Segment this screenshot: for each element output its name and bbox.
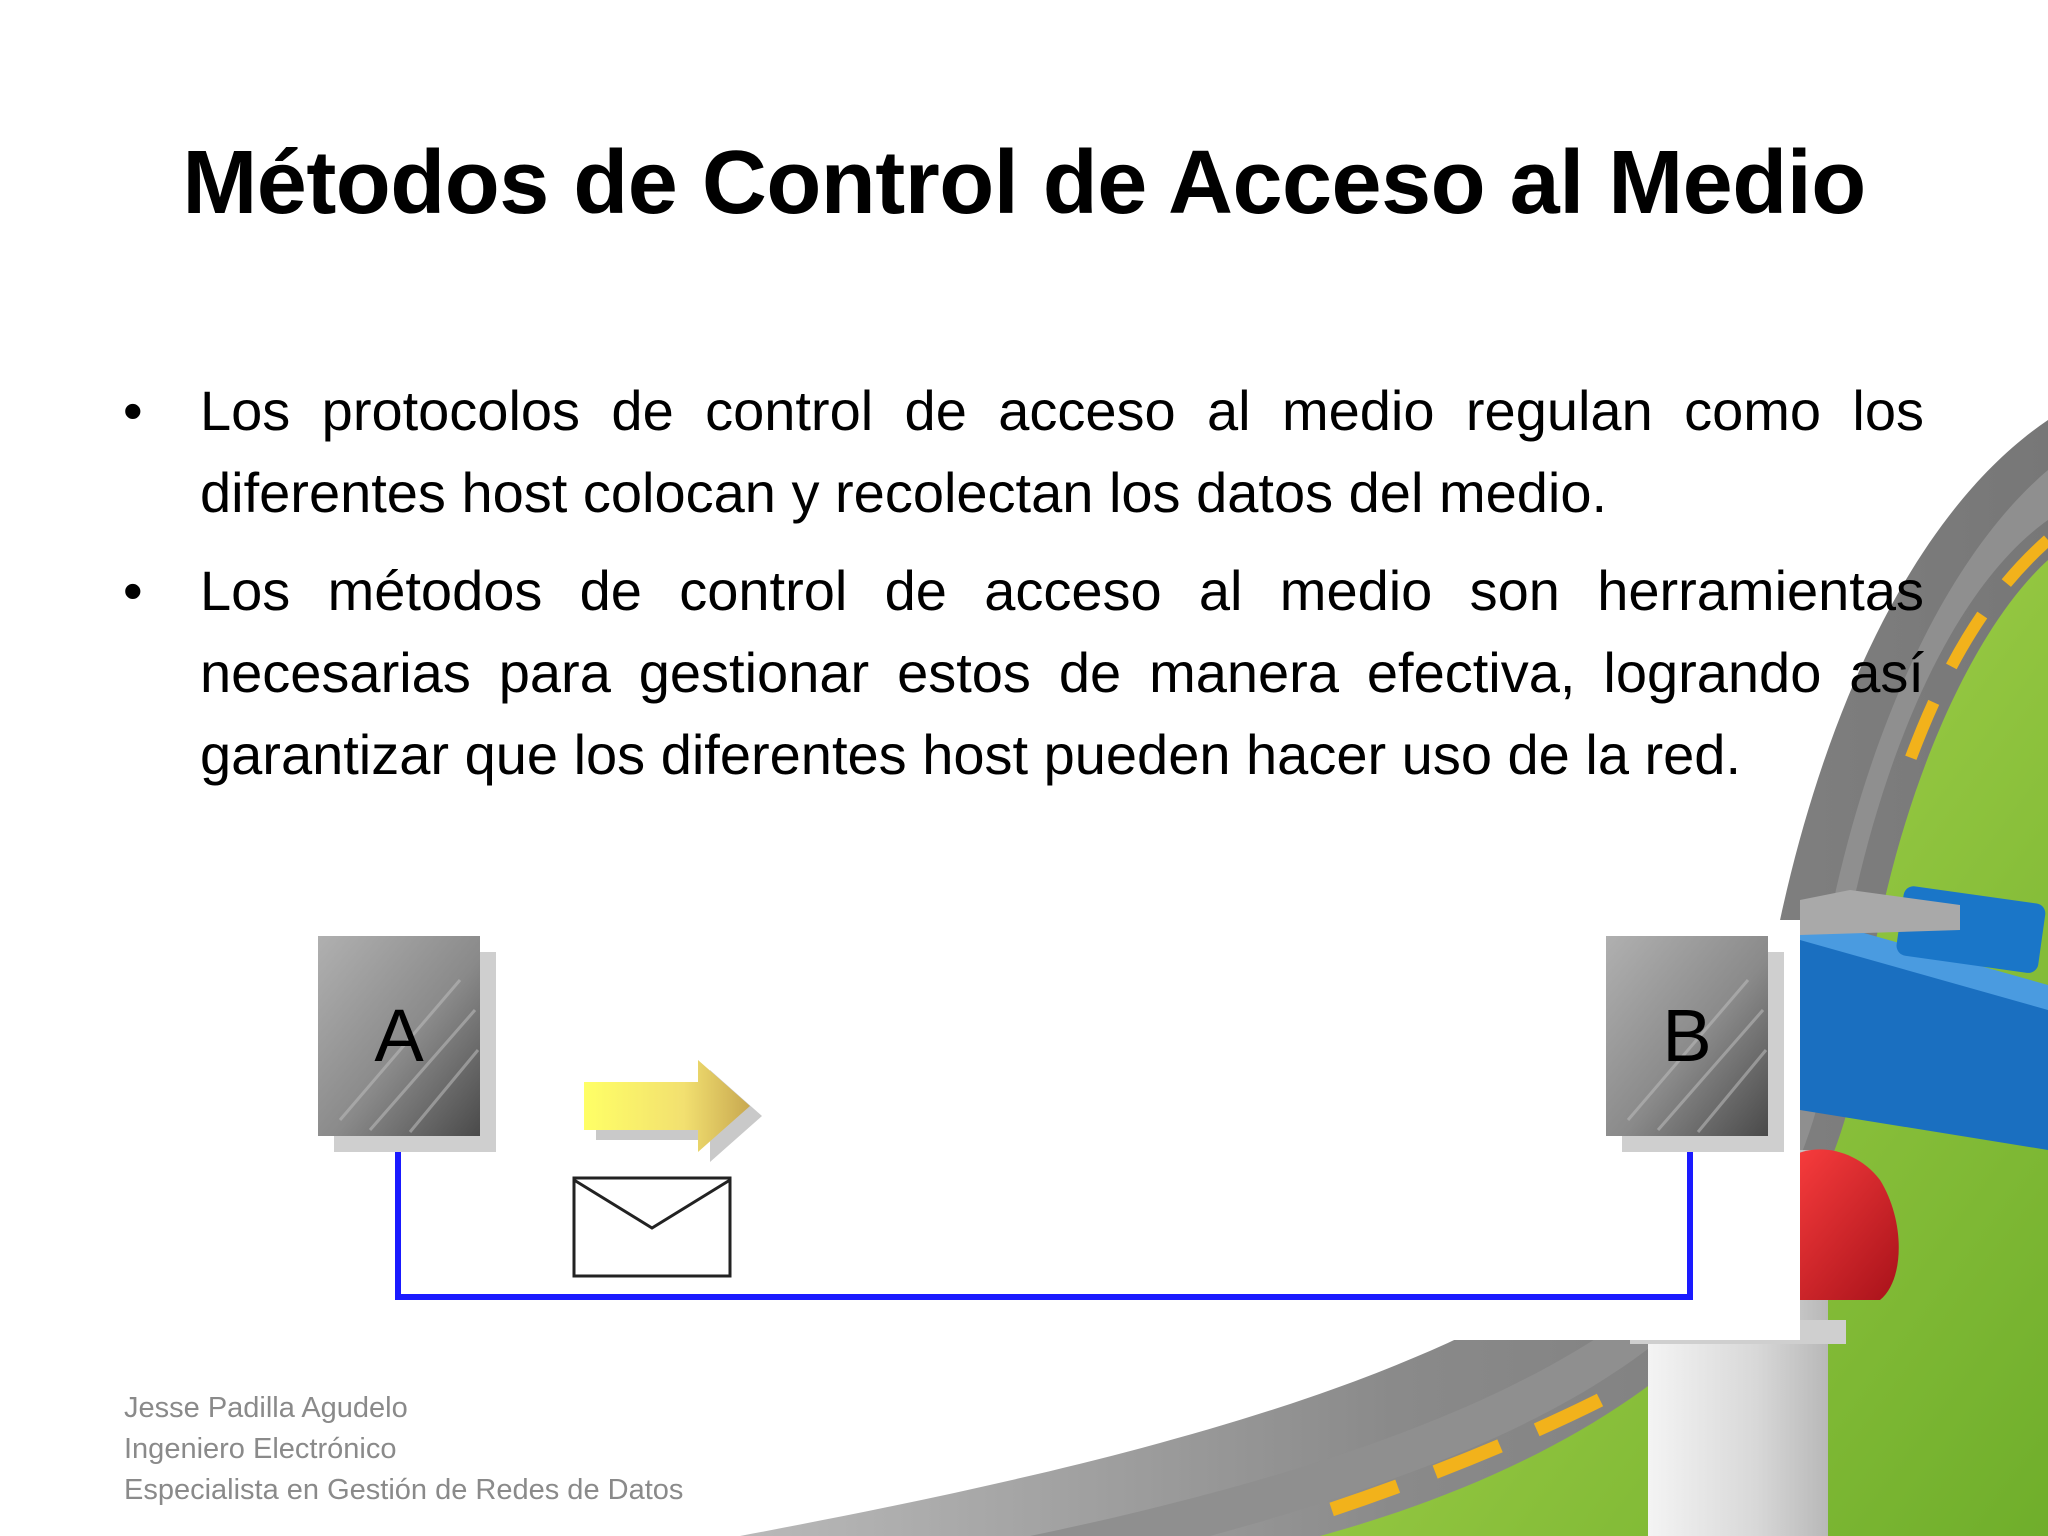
network-diagram bbox=[300, 920, 1800, 1340]
footer-author: Jesse Padilla Agudelo bbox=[124, 1392, 408, 1424]
bullet-item bbox=[120, 370, 1924, 534]
bullet-text: Los métodos de control de acceso al medio son herramientas necesarias para gestionar estos de manera efectiva, logrando así garantizar que los diferentes host pueden hacer uso de la red. bbox=[200, 559, 1924, 786]
footer-credits bbox=[124, 1388, 683, 1511]
slide-title: Métodos de Control de Acceso al Medio bbox=[182, 133, 1866, 233]
footer-role: Ingeniero Electrónico bbox=[124, 1433, 397, 1465]
footer-specialty: Especialista en Gestión de Redes de Datos bbox=[124, 1474, 684, 1506]
bullet-list bbox=[120, 370, 1924, 812]
host-a-label: A bbox=[374, 994, 424, 1077]
bullet-text: Los protocolos de control de acceso al medio regulan como los diferentes host colocan y recolectan los datos del medio. bbox=[200, 379, 1924, 524]
bullet-dot: • bbox=[123, 559, 143, 622]
arrow-right-icon bbox=[584, 1060, 762, 1162]
envelope-icon bbox=[574, 1178, 730, 1276]
bullet-item bbox=[120, 550, 1924, 796]
bullet-dot: • bbox=[123, 379, 143, 442]
network-diagram-graphic bbox=[300, 920, 1800, 1340]
host-b-label: B bbox=[1662, 994, 1712, 1077]
